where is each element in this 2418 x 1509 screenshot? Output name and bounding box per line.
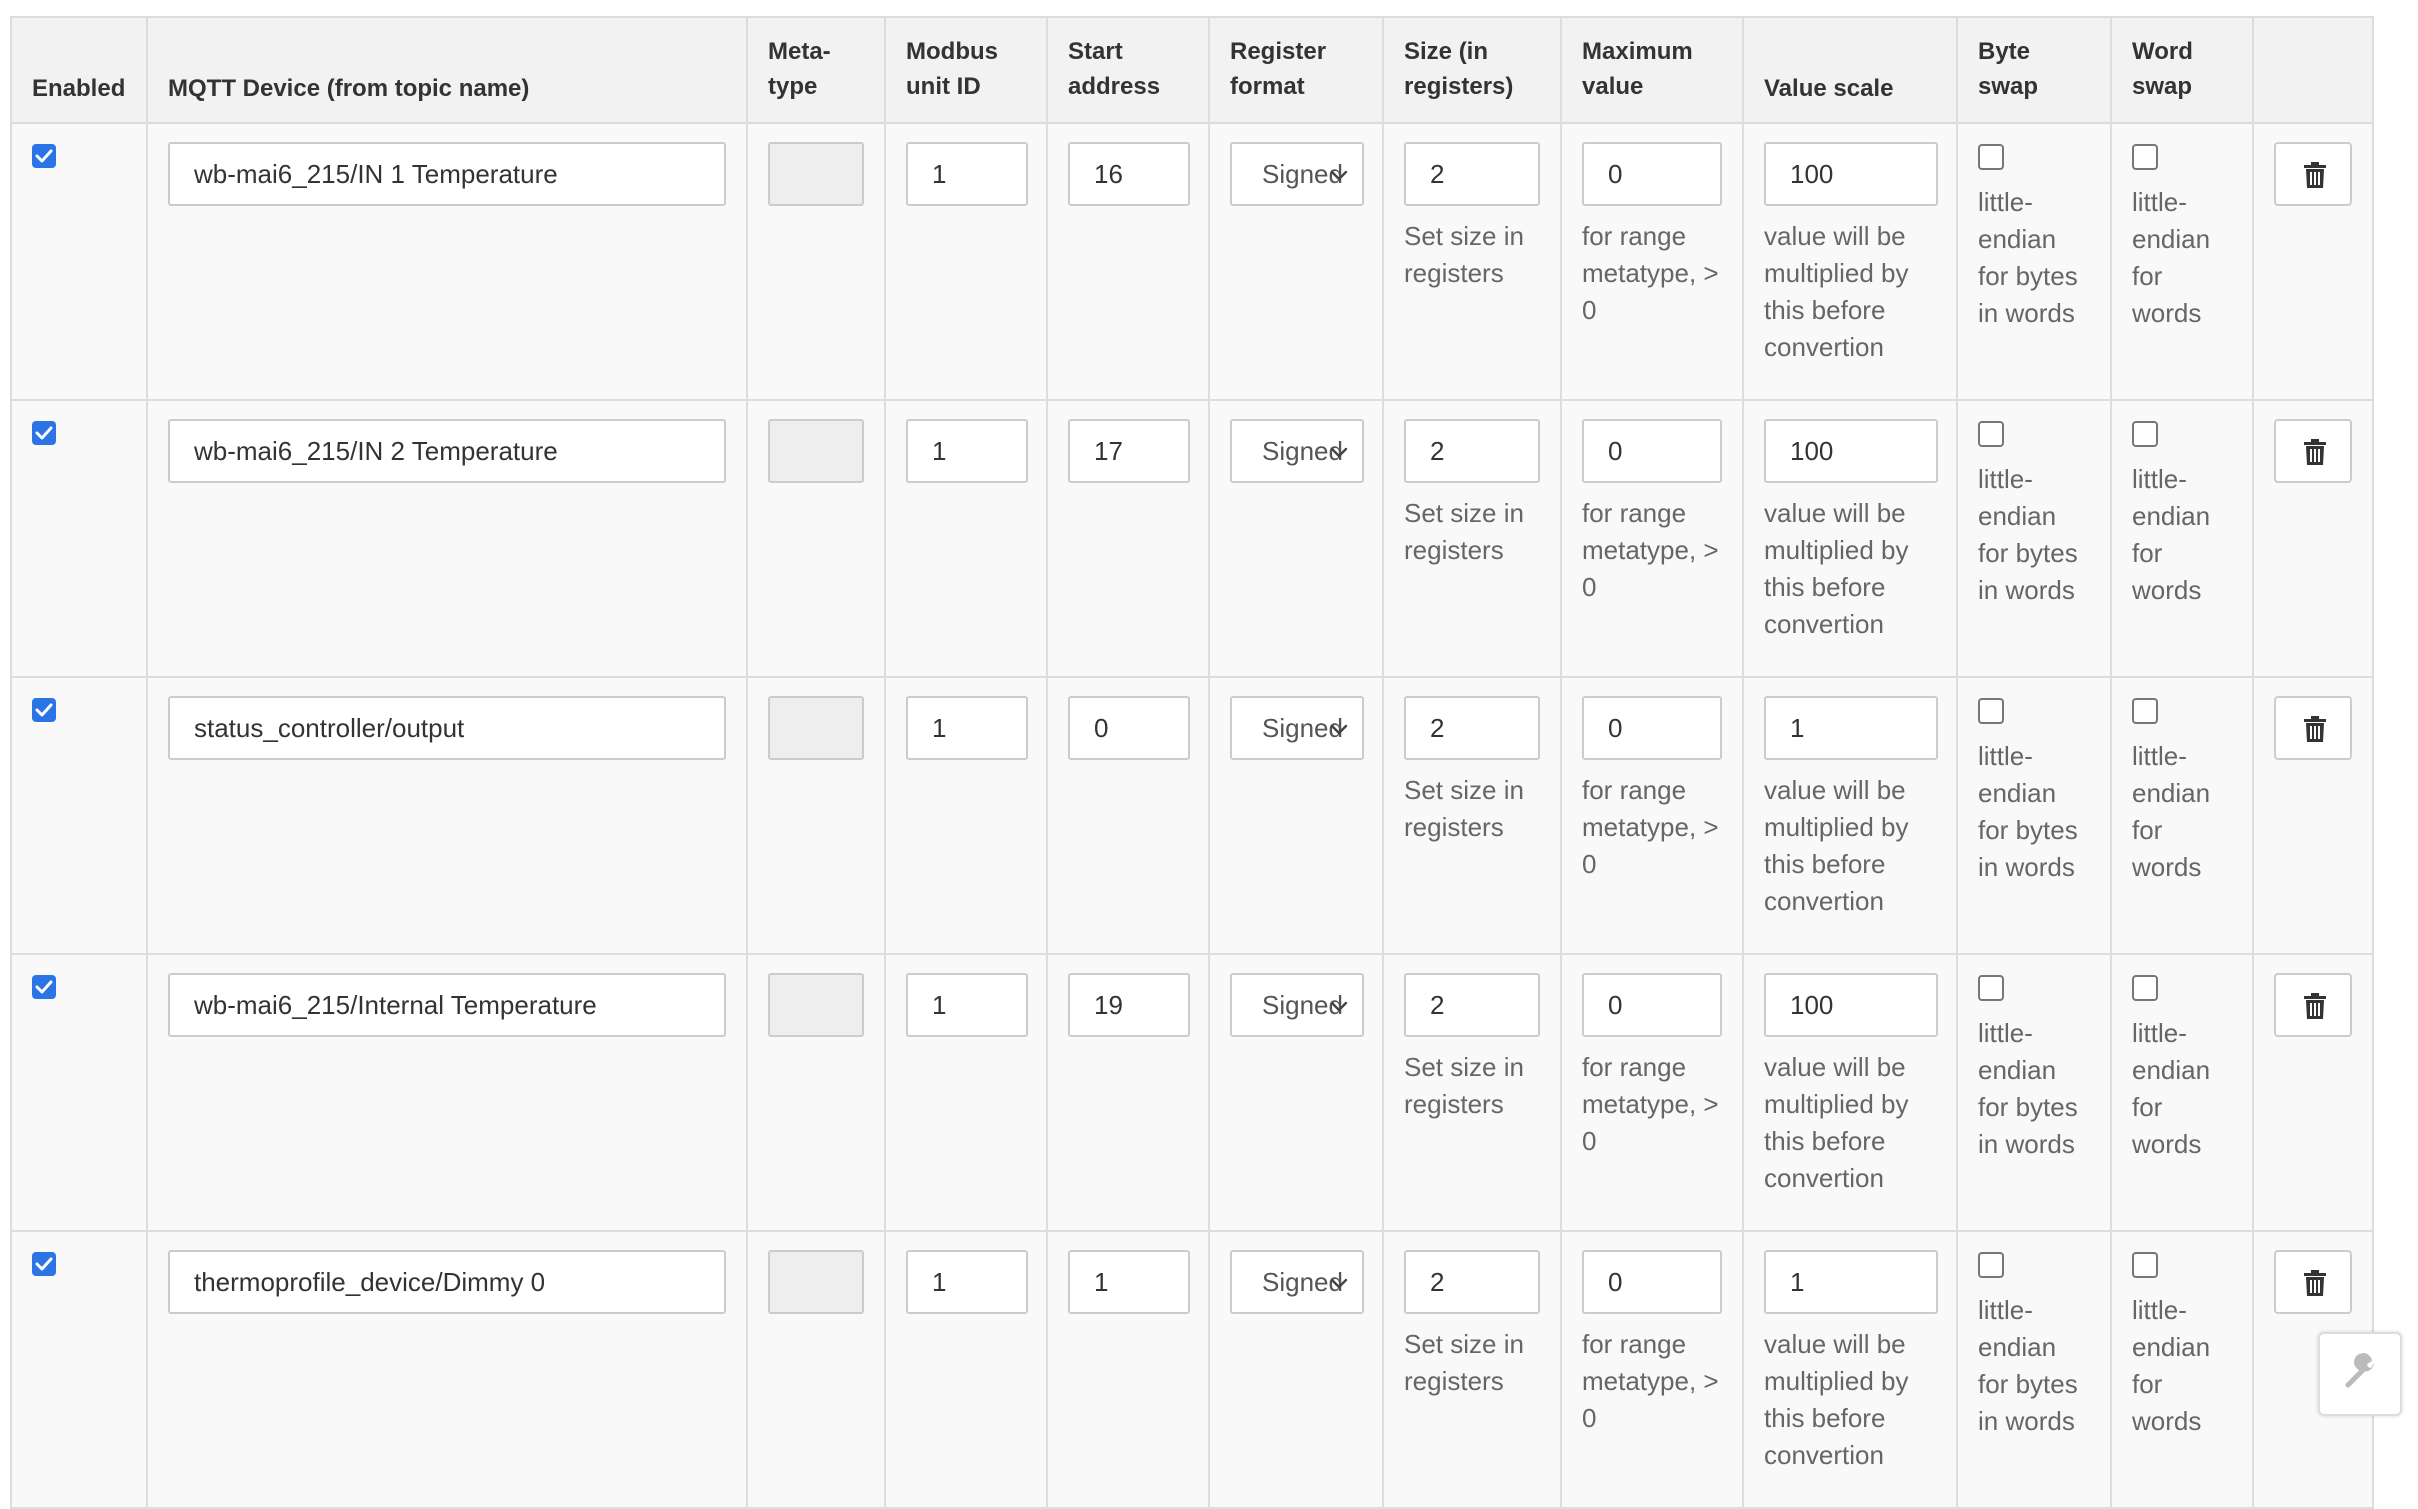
value-scale-hint: value will be multiplied by this before convertion — [1764, 1052, 1909, 1193]
maximum-value-input[interactable]: 0 — [1582, 419, 1722, 483]
cell-value-scale — [1743, 954, 1957, 1231]
cell-actions — [2253, 123, 2373, 400]
size-input[interactable]: 2 — [1404, 142, 1540, 206]
cell-modbus-unit-id — [885, 123, 1047, 400]
maximum-value-input[interactable]: 0 — [1582, 1250, 1722, 1314]
cell-byte-swap — [1957, 954, 2111, 1231]
chevron-down-icon — [1328, 441, 1350, 463]
header-actions — [2253, 17, 2373, 123]
meta-type-field[interactable] — [768, 1250, 864, 1314]
maximum-value-input[interactable]: 0 — [1582, 142, 1722, 206]
cell-maximum-value — [1561, 1231, 1743, 1508]
cell-size — [1383, 677, 1561, 954]
table-row — [11, 400, 2373, 677]
size-hint: Set size in registers — [1404, 1052, 1524, 1119]
modbus-unit-id-input[interactable]: 1 — [906, 973, 1028, 1037]
cell-word-swap — [2111, 123, 2253, 400]
cell-word-swap — [2111, 400, 2253, 677]
cell-meta-type — [747, 1231, 885, 1508]
checkmark-icon — [35, 425, 53, 441]
register-format-value: Signed — [1262, 1267, 1343, 1297]
word-swap-hint: little-endian for words — [2132, 187, 2211, 328]
trash-icon — [2303, 1269, 2327, 1297]
cell-register-format — [1209, 123, 1383, 400]
cell-modbus-unit-id — [885, 1231, 1047, 1508]
table-body — [11, 123, 2373, 1508]
value-scale-hint: value will be multiplied by this before convertion — [1764, 775, 1909, 916]
cell-meta-type — [747, 400, 885, 677]
maximum-value-hint: for range metatype, > 0 — [1582, 1329, 1719, 1433]
register-format-select[interactable] — [1230, 696, 1364, 760]
byte-swap-hint: little-endian for bytes in words — [1978, 1018, 2078, 1159]
cell-byte-swap — [1957, 1231, 2111, 1508]
word-swap-checkbox[interactable] — [2132, 975, 2158, 1001]
cell-enabled — [11, 1231, 147, 1508]
word-swap-hint: little-endian for words — [2132, 1295, 2211, 1436]
trash-icon — [2303, 715, 2327, 743]
cell-mqtt-device — [147, 123, 747, 400]
header-modbus-unit-id: Modbus unit ID — [885, 17, 1047, 123]
byte-swap-checkbox[interactable] — [1978, 144, 2004, 170]
cell-enabled — [11, 400, 147, 677]
cell-meta-type — [747, 123, 885, 400]
maximum-value-hint: for range metatype, > 0 — [1582, 221, 1719, 325]
meta-type-field[interactable] — [768, 142, 864, 206]
size-input[interactable]: 2 — [1404, 973, 1540, 1037]
register-format-select[interactable] — [1230, 419, 1364, 483]
trash-icon — [2303, 161, 2327, 189]
cell-mqtt-device — [147, 954, 747, 1231]
cell-actions — [2253, 400, 2373, 677]
maximum-value-input[interactable]: 0 — [1582, 973, 1722, 1037]
start-address-input[interactable]: 19 — [1068, 973, 1190, 1037]
modbus-unit-id-input[interactable]: 1 — [906, 696, 1028, 760]
cell-register-format — [1209, 677, 1383, 954]
size-hint: Set size in registers — [1404, 498, 1524, 565]
header-byte-swap: Byte swap — [1957, 17, 2111, 123]
value-scale-input[interactable]: 100 — [1764, 419, 1938, 483]
cell-byte-swap — [1957, 677, 2111, 954]
word-swap-checkbox[interactable] — [2132, 698, 2158, 724]
mqtt-device-input[interactable]: thermoprofile_device/Dimmy 0 — [168, 1250, 726, 1314]
cell-start-address — [1047, 400, 1209, 677]
word-swap-hint: little-endian for words — [2132, 1018, 2211, 1159]
table-row — [11, 954, 2373, 1231]
mqtt-device-input[interactable]: wb-mai6_215/Internal Temperature — [168, 973, 726, 1037]
register-format-value: Signed — [1262, 990, 1343, 1020]
cell-meta-type — [747, 954, 885, 1231]
header-start-address: Start address — [1047, 17, 1209, 123]
word-swap-checkbox[interactable] — [2132, 144, 2158, 170]
size-input[interactable]: 2 — [1404, 1250, 1540, 1314]
word-swap-checkbox[interactable] — [2132, 1252, 2158, 1278]
size-input[interactable]: 2 — [1404, 419, 1540, 483]
enabled-checkbox[interactable] — [32, 144, 56, 168]
value-scale-hint: value will be multiplied by this before convertion — [1764, 221, 1909, 362]
cell-start-address — [1047, 954, 1209, 1231]
byte-swap-checkbox[interactable] — [1978, 1252, 2004, 1278]
cell-byte-swap — [1957, 400, 2111, 677]
byte-swap-checkbox[interactable] — [1978, 975, 2004, 1001]
register-format-value: Signed — [1262, 159, 1343, 189]
cell-byte-swap — [1957, 123, 2111, 400]
cell-maximum-value — [1561, 677, 1743, 954]
modbus-unit-id-input[interactable]: 1 — [906, 419, 1028, 483]
cell-word-swap — [2111, 954, 2253, 1231]
register-format-value: Signed — [1262, 436, 1343, 466]
byte-swap-hint: little-endian for bytes in words — [1978, 464, 2078, 605]
cell-start-address — [1047, 677, 1209, 954]
trash-icon — [2303, 438, 2327, 466]
cell-actions — [2253, 677, 2373, 954]
settings-corner-button[interactable] — [2318, 1332, 2402, 1416]
cell-value-scale — [1743, 677, 1957, 954]
cell-value-scale — [1743, 123, 1957, 400]
maximum-value-hint: for range metatype, > 0 — [1582, 775, 1719, 879]
enabled-checkbox[interactable] — [32, 421, 56, 445]
header-register-format: Register format — [1209, 17, 1383, 123]
cell-value-scale — [1743, 1231, 1957, 1508]
header-enabled: Enabled — [11, 17, 147, 123]
cell-maximum-value — [1561, 400, 1743, 677]
maximum-value-hint: for range metatype, > 0 — [1582, 498, 1719, 602]
cell-mqtt-device — [147, 400, 747, 677]
word-swap-checkbox[interactable] — [2132, 421, 2158, 447]
chevron-down-icon — [1328, 995, 1350, 1017]
table-row — [11, 123, 2373, 400]
delete-row-button[interactable] — [2274, 973, 2352, 1037]
start-address-input[interactable]: 1 — [1068, 1250, 1190, 1314]
byte-swap-hint: little-endian for bytes in words — [1978, 741, 2078, 882]
delete-row-button[interactable] — [2274, 419, 2352, 483]
checkmark-icon — [35, 148, 53, 164]
checkmark-icon — [35, 979, 53, 995]
start-address-input[interactable]: 0 — [1068, 696, 1190, 760]
register-format-select[interactable] — [1230, 142, 1364, 206]
meta-type-field[interactable] — [768, 696, 864, 760]
chevron-down-icon — [1328, 1272, 1350, 1294]
cell-modbus-unit-id — [885, 954, 1047, 1231]
cell-register-format — [1209, 954, 1383, 1231]
byte-swap-hint: little-endian for bytes in words — [1978, 1295, 2078, 1436]
delete-row-button[interactable] — [2274, 1250, 2352, 1314]
chevron-down-icon — [1328, 164, 1350, 186]
mqtt-device-input[interactable]: wb-mai6_215/IN 1 Temperature — [168, 142, 726, 206]
size-hint: Set size in registers — [1404, 1329, 1524, 1396]
cell-enabled — [11, 123, 147, 400]
byte-swap-hint: little-endian for bytes in words — [1978, 187, 2078, 328]
value-scale-input[interactable]: 1 — [1764, 696, 1938, 760]
cell-word-swap — [2111, 1231, 2253, 1508]
header-value-scale: Value scale — [1743, 17, 1957, 123]
cell-size — [1383, 123, 1561, 400]
header-size: Size (in registers) — [1383, 17, 1561, 123]
enabled-checkbox[interactable] — [32, 698, 56, 722]
table-row — [11, 1231, 2373, 1508]
chevron-down-icon — [1328, 718, 1350, 740]
cell-register-format — [1209, 1231, 1383, 1508]
cell-meta-type — [747, 677, 885, 954]
checkmark-icon — [35, 1256, 53, 1272]
wrench-icon — [2342, 1352, 2380, 1390]
maximum-value-hint: for range metatype, > 0 — [1582, 1052, 1719, 1156]
meta-type-field[interactable] — [768, 419, 864, 483]
mqtt-device-input[interactable]: status_controller/output — [168, 696, 726, 760]
cell-register-format — [1209, 400, 1383, 677]
cell-enabled — [11, 677, 147, 954]
mapping-table-container — [10, 16, 2372, 1509]
size-hint: Set size in registers — [1404, 221, 1524, 288]
cell-mqtt-device — [147, 677, 747, 954]
register-format-value: Signed — [1262, 713, 1343, 743]
cell-size — [1383, 1231, 1561, 1508]
enabled-checkbox[interactable] — [32, 975, 56, 999]
table-header-row — [11, 17, 2373, 123]
cell-size — [1383, 400, 1561, 677]
header-maximum-value: Maximum value — [1561, 17, 1743, 123]
byte-swap-checkbox[interactable] — [1978, 421, 2004, 447]
mapping-table — [10, 16, 2374, 1509]
cell-mqtt-device — [147, 1231, 747, 1508]
cell-word-swap — [2111, 677, 2253, 954]
trash-icon — [2303, 992, 2327, 1020]
value-scale-input[interactable]: 1 — [1764, 1250, 1938, 1314]
delete-row-button[interactable] — [2274, 142, 2352, 206]
enabled-checkbox[interactable] — [32, 1252, 56, 1276]
cell-size — [1383, 954, 1561, 1231]
value-scale-hint: value will be multiplied by this before convertion — [1764, 498, 1909, 639]
value-scale-hint: value will be multiplied by this before convertion — [1764, 1329, 1909, 1470]
table-row — [11, 677, 2373, 954]
size-hint: Set size in registers — [1404, 775, 1524, 842]
cell-start-address — [1047, 123, 1209, 400]
header-word-swap: Word swap — [2111, 17, 2253, 123]
value-scale-input[interactable]: 100 — [1764, 973, 1938, 1037]
header-mqtt-device: MQTT Device (from topic name) — [147, 17, 747, 123]
register-format-select[interactable] — [1230, 1250, 1364, 1314]
cell-maximum-value — [1561, 123, 1743, 400]
cell-actions — [2253, 954, 2373, 1231]
value-scale-input[interactable]: 100 — [1764, 142, 1938, 206]
meta-type-field[interactable] — [768, 973, 864, 1037]
modbus-unit-id-input[interactable]: 1 — [906, 142, 1028, 206]
cell-enabled — [11, 954, 147, 1231]
start-address-input[interactable]: 17 — [1068, 419, 1190, 483]
mqtt-device-input[interactable]: wb-mai6_215/IN 2 Temperature — [168, 419, 726, 483]
register-format-select[interactable] — [1230, 973, 1364, 1037]
cell-maximum-value — [1561, 954, 1743, 1231]
cell-value-scale — [1743, 400, 1957, 677]
size-input[interactable]: 2 — [1404, 696, 1540, 760]
modbus-unit-id-input[interactable]: 1 — [906, 1250, 1028, 1314]
start-address-input[interactable]: 16 — [1068, 142, 1190, 206]
cell-modbus-unit-id — [885, 677, 1047, 954]
cell-modbus-unit-id — [885, 400, 1047, 677]
cell-start-address — [1047, 1231, 1209, 1508]
delete-row-button[interactable] — [2274, 696, 2352, 760]
checkmark-icon — [35, 702, 53, 718]
byte-swap-checkbox[interactable] — [1978, 698, 2004, 724]
word-swap-hint: little-endian for words — [2132, 741, 2211, 882]
word-swap-hint: little-endian for words — [2132, 464, 2211, 605]
maximum-value-input[interactable]: 0 — [1582, 696, 1722, 760]
header-meta-type: Meta-type — [747, 17, 885, 123]
